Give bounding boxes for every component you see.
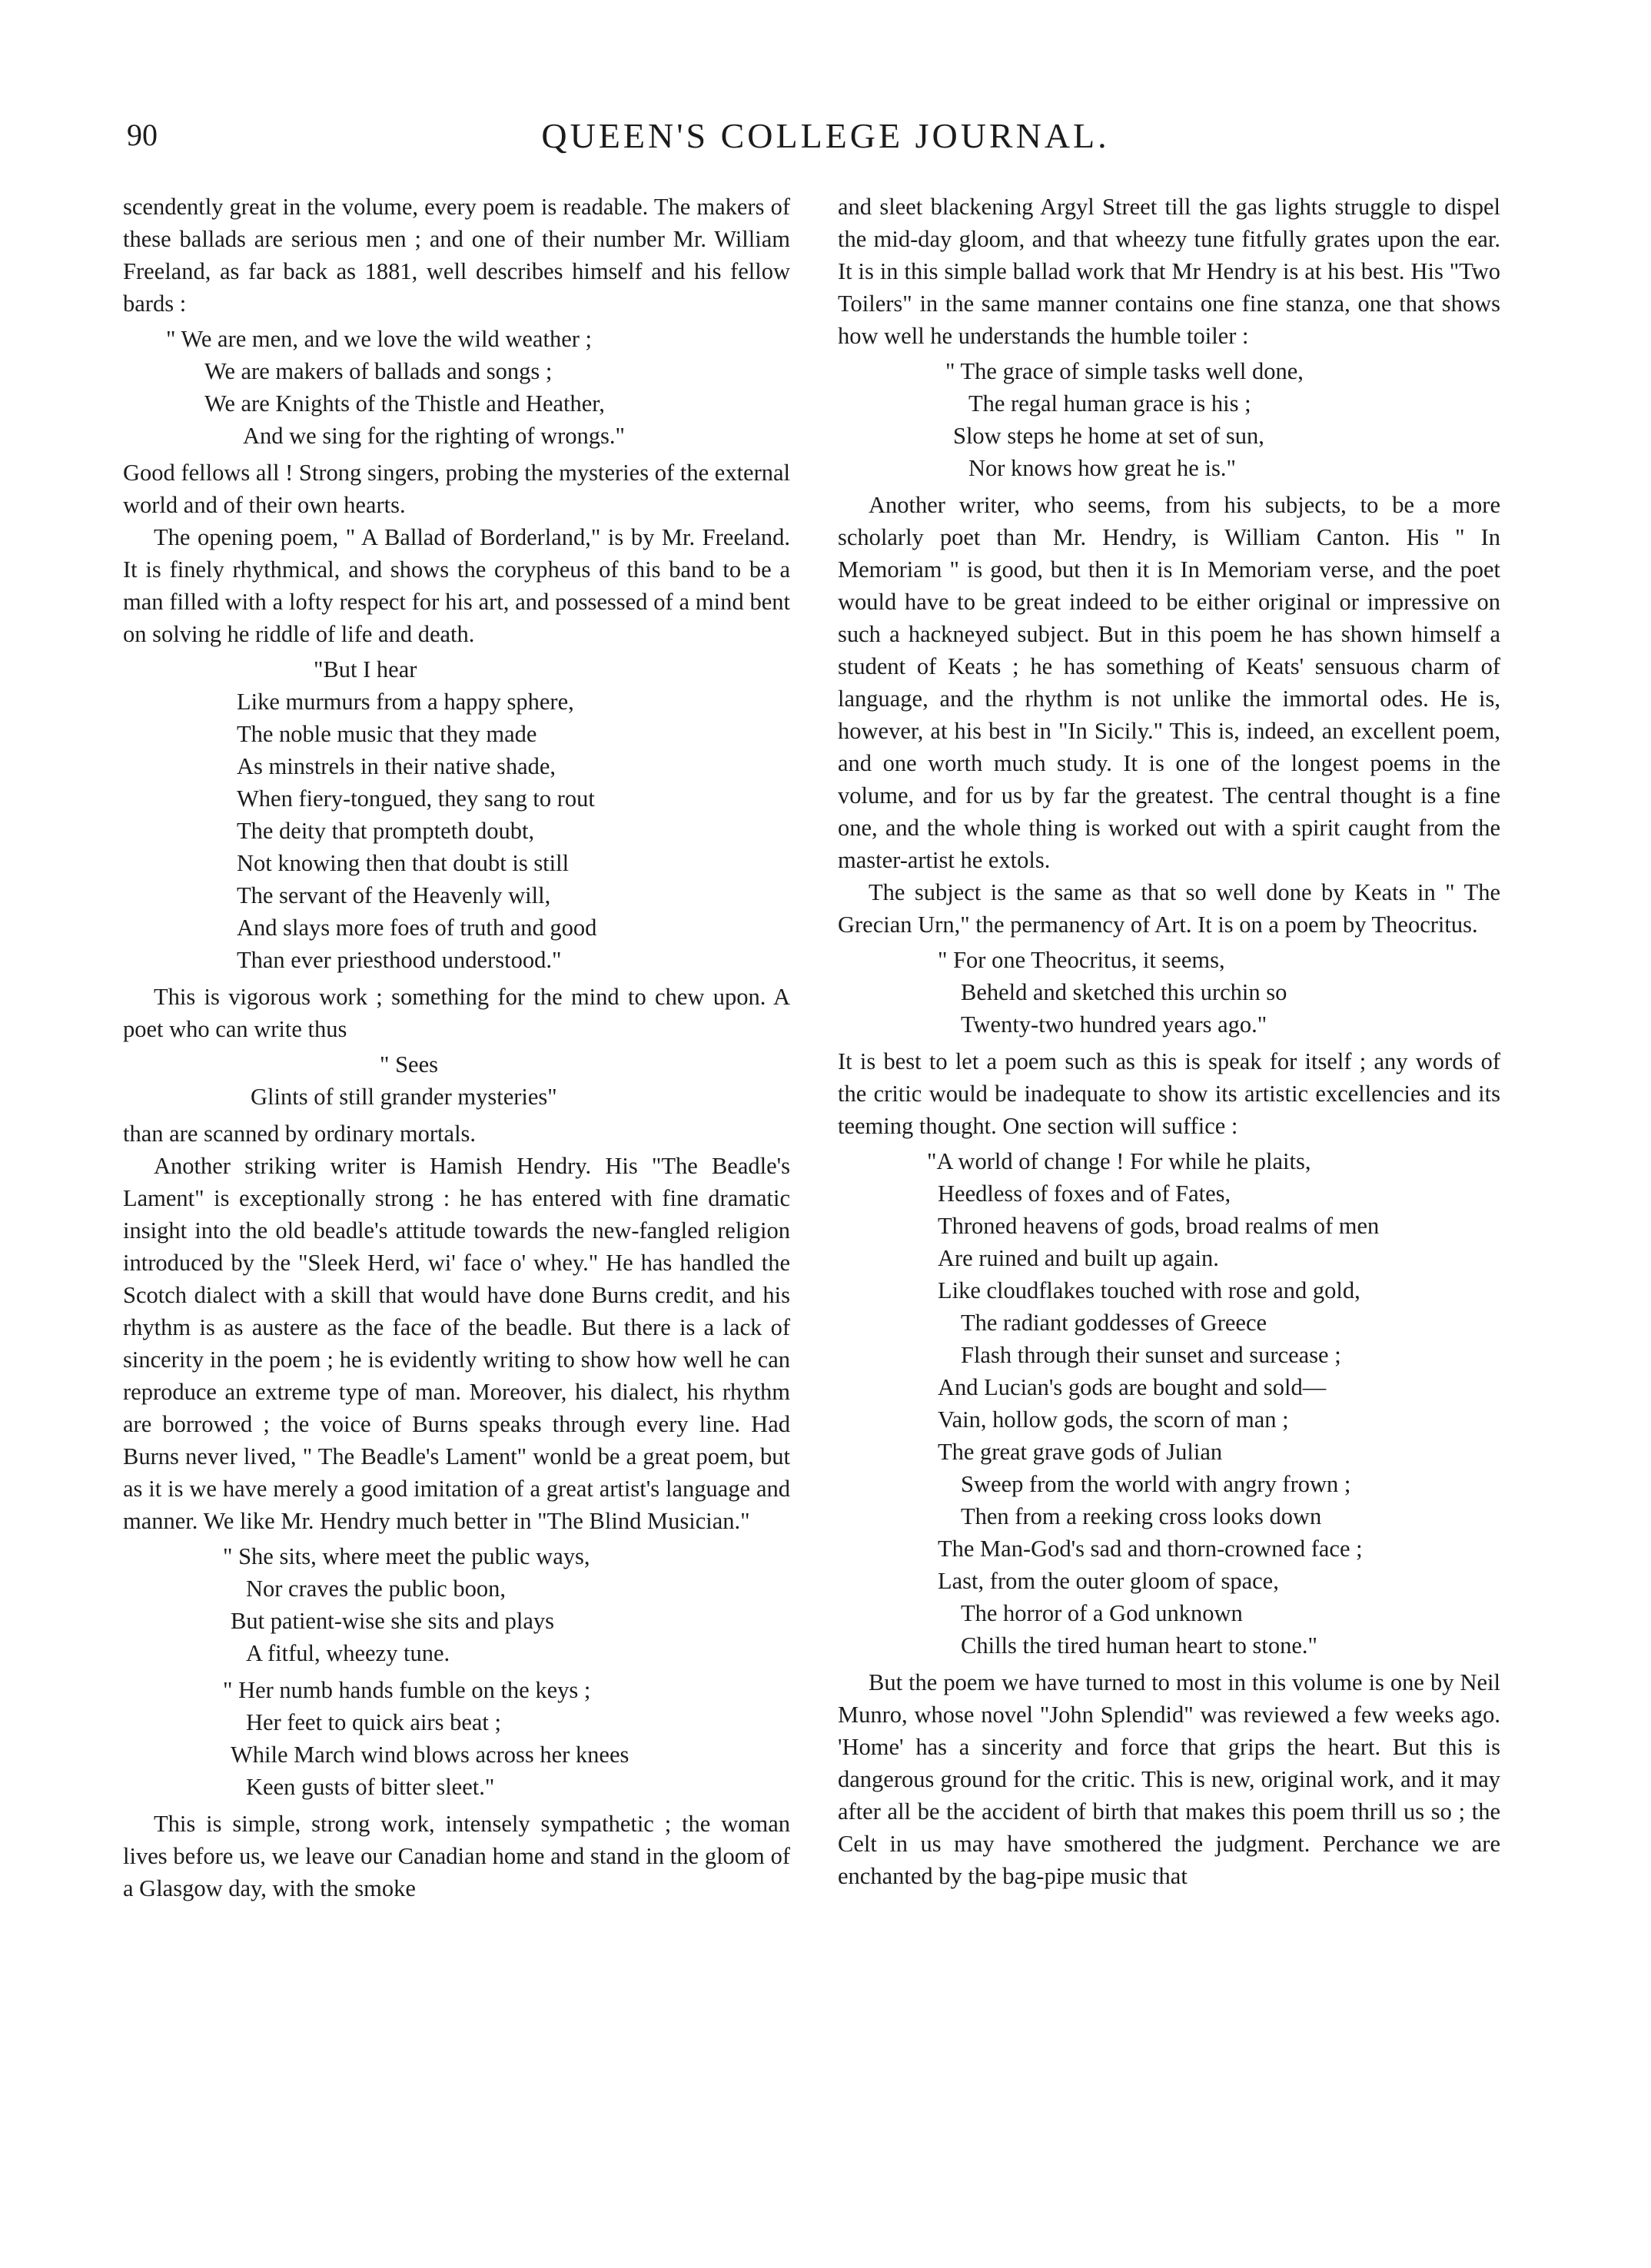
- verse-line: Last, from the outer gloom of space,: [938, 1568, 1279, 1594]
- verse-line: "A world of change ! For while he plaits,: [927, 1148, 1311, 1174]
- verse-line: " We are men, and we love the wild weather ;: [166, 326, 592, 352]
- verse-line: A fitful, wheezy tune.: [246, 1640, 450, 1666]
- verse-line: Not knowing then that doubt is still: [237, 850, 570, 876]
- verse-line: The Man-God's sad and thorn-crowned face ;: [938, 1536, 1363, 1562]
- verse-line: But patient-wise she sits and plays: [231, 1608, 555, 1634]
- verse-stanza: [838, 944, 1500, 1041]
- verse-line: Than ever priesthood understood.": [237, 947, 562, 973]
- paragraph: This is simple, strong work, intensely sympathetic ; the woman lives before us, we leave our Canadian home and stand in the gloom of a Glasgow day, with the smoke: [123, 1811, 790, 1901]
- verse-line: The regal human grace is his ;: [968, 390, 1251, 417]
- verse-line: The great grave gods of Julian: [938, 1439, 1223, 1465]
- verse-stanza: [123, 323, 790, 452]
- verse-line: Like cloudflakes touched with rose and gold,: [938, 1277, 1360, 1303]
- verse-line: Twenty-two hundred years ago.": [961, 1011, 1267, 1038]
- verse-stanza: [123, 1540, 790, 1669]
- verse-line: Throned heavens of gods, broad realms of men: [938, 1213, 1380, 1239]
- verse-line: We are makers of ballads and songs ;: [204, 358, 553, 384]
- paragraph: Another striking writer is Hamish Hendry. His "The Beadle's Lament" is exceptionally strong : he has entered with fine dramatic insight into the old beadle's attitude towards the new-fangled religion introduced by the "Sleek Herd, wi' face o' whey." He has handled the Scotch dialect with a skill that would have done Burns credit, and his rhythm is as austere as the face of the beadle. But there is a lack of sincerity in the poem ; he is evidently writing to show how well he can reproduce an extreme type of man. Moreover, his dialect, his rhythm are borrowed ; the voice of Burns speaks through every line. Had Burns never lived, " The Beadle's Lament" wonld be a great poem, but as it is we have merely a good imitation of a great artist's language and manner. We like Mr. Hendry much better in "The Blind Musician.": [123, 1153, 790, 1534]
- verse-stanza: [838, 355, 1500, 484]
- left-column: [123, 191, 790, 1904]
- verse-line: And we sing for the righting of wrongs.": [243, 423, 625, 449]
- verse-stanza: [123, 1048, 790, 1113]
- verse-line: As minstrels in their native shade,: [237, 753, 556, 779]
- verse-line: Keen gusts of bitter sleet.": [246, 1774, 495, 1800]
- verse-line: " Her numb hands fumble on the keys ;: [223, 1677, 591, 1703]
- paragraph: and sleet blackening Argyl Street till the gas lights struggle to dispel the mid-day gloom, and that wheezy tune fitfully grates upon the ear. It is in this simple ballad work that Mr Hendry is at his best. His "Two Toilers" in the same manner contains one fine stanza, one that shows how well he understands the humble toiler :: [838, 194, 1500, 349]
- verse-line: Sweep from the world with angry frown ;: [961, 1471, 1351, 1497]
- verse-line: " The grace of simple tasks well done,: [945, 358, 1304, 384]
- verse-line: When fiery-tongued, they sang to rout: [237, 785, 595, 812]
- paragraph: Good fellows all ! Strong singers, probing the mysteries of the external world and of their own hearts.: [123, 460, 790, 518]
- verse-line: " Sees: [380, 1051, 438, 1078]
- paragraph: But the poem we have turned to most in this volume is one by Neil Munro, whose novel "John Splendid" was reviewed a few weeks ago. 'Home' has a sincerity and force that grips the heart. But this is dangerous ground for the critic. This is new, original work, and it may after all be the accident of birth that makes this poem thrill us so ; the Celt in us may have smothered the judgment. Perchance we are enchanted by the bag-pipe music that: [838, 1669, 1500, 1889]
- verse-line: Nor knows how great he is.": [968, 455, 1236, 481]
- verse-line: Her feet to quick airs beat ;: [246, 1709, 501, 1735]
- paragraph: scendently great in the volume, every poem is readable. The makers of these ballads are serious men ; and one of their number Mr. William Freeland, as far back as 1881, well describes himself and his fellow bards :: [123, 194, 790, 317]
- verse-stanza: [838, 1145, 1500, 1662]
- verse-line: Chills the tired human heart to stone.": [961, 1632, 1317, 1659]
- verse-line: Heedless of foxes and of Fates,: [938, 1180, 1231, 1207]
- verse-line: "But I hear: [314, 656, 417, 682]
- right-column: [838, 191, 1500, 1892]
- verse-line: The servant of the Heavenly will,: [237, 882, 551, 908]
- paragraph: The opening poem, " A Ballad of Borderland," is by Mr. Freeland. It is finely rhythmical, and shows the corypheus of this band to be a man filled with a lofty respect for his art, and possessed of a mind bent on solving he riddle of life and death.: [123, 524, 790, 647]
- verse-line: Are ruined and built up again.: [938, 1245, 1219, 1271]
- verse-line: Glints of still grander mysteries": [251, 1084, 557, 1110]
- verse-line: Slow steps he home at set of sun,: [953, 423, 1264, 449]
- paragraph: It is best to let a poem such as this is speak for itself ; any words of the critic would be inadequate to show its artistic excellencies and its teeming thought. One section will suffice :: [838, 1048, 1500, 1139]
- verse-line: Flash through their sunset and surcease ;: [961, 1342, 1341, 1368]
- verse-line: The deity that prompteth doubt,: [237, 818, 535, 844]
- verse-stanza: [123, 653, 790, 976]
- verse-line: Beheld and sketched this urchin so: [961, 979, 1287, 1005]
- verse-line: The horror of a God unknown: [961, 1600, 1243, 1626]
- verse-line: " For one Theocritus, it seems,: [938, 947, 1225, 973]
- verse-line: " She sits, where meet the public ways,: [223, 1543, 590, 1569]
- verse-line: Like murmurs from a happy sphere,: [237, 689, 574, 715]
- verse-stanza: [123, 1674, 790, 1803]
- verse-line: We are Knights of the Thistle and Heather,: [204, 390, 605, 417]
- verse-line: And Lucian's gods are bought and sold—: [938, 1374, 1327, 1400]
- verse-line: Nor craves the public boon,: [246, 1576, 506, 1602]
- paragraph: The subject is the same as that so well done by Keats in " The Grecian Urn," the permanency of Art. It is on a poem by Theocritus.: [838, 879, 1500, 938]
- verse-line: The noble music that they made: [237, 721, 537, 747]
- paragraph: than are scanned by ordinary mortals.: [123, 1121, 477, 1147]
- verse-line: And slays more foes of truth and good: [237, 915, 597, 941]
- verse-line: While March wind blows across her knees: [231, 1742, 630, 1768]
- paragraph: This is vigorous work ; something for the mind to chew upon. A poet who can write thus: [123, 984, 790, 1042]
- verse-line: The radiant goddesses of Greece: [961, 1310, 1267, 1336]
- verse-line: Then from a reeking cross looks down: [961, 1503, 1322, 1529]
- verse-line: Vain, hollow gods, the scorn of man ;: [938, 1406, 1289, 1433]
- journal-title: QUEEN'S COLLEGE JOURNAL.: [541, 116, 1110, 155]
- page-number: 90: [127, 118, 158, 152]
- paragraph: Another writer, who seems, from his subjects, to be a more scholarly poet than Mr. Hendry, is William Canton. His " In Memoriam " is good, but then it is In Memoriam verse, and the poet would have to be great indeed to be either original or impressive on such a hackneyed subject. But in this poem he has shown himself a student of Keats ; he has something of Keats' sensuous charm of language, and the rhythm is not unlike the immortal odes. He is, however, at his best in "In Sicily." This is, indeed, an excellent poem, and one worth much study. It is one of the longest poems in the volume, and for us by far the greatest. The central thought is a fine one, and the whole thing is worked out with a spirit caught from the master-artist he extols.: [838, 492, 1500, 873]
